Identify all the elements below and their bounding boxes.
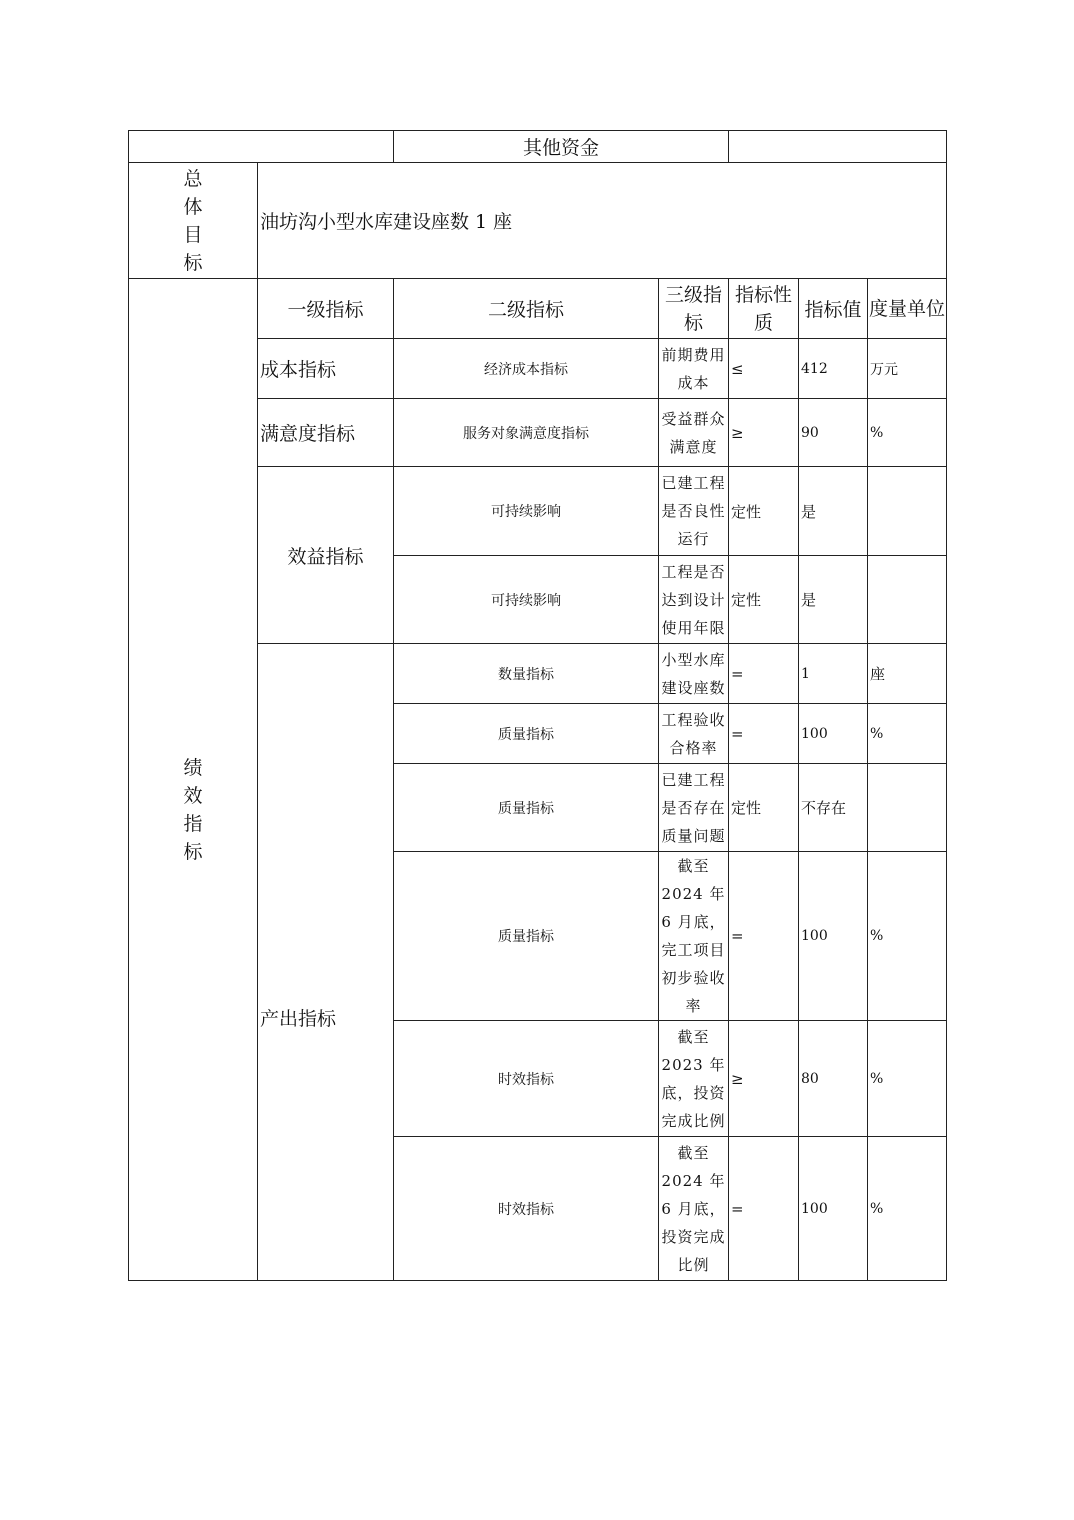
row-nature: ≤: [729, 339, 799, 399]
overall-goal-text: 油坊沟小型水库建设座数 1 座: [258, 163, 947, 279]
row-value: 不存在: [799, 764, 868, 852]
row-value: 是: [799, 556, 868, 644]
row-unit: 万元: [868, 339, 947, 399]
row-level2: 时效指标: [394, 1137, 659, 1281]
row-nature: 定性: [729, 764, 799, 852]
row-unit: %: [868, 1137, 947, 1281]
performance-table: [128, 130, 947, 1281]
row-value: 80: [799, 1021, 868, 1137]
col-header-value: 指标值: [799, 279, 868, 339]
row-value: 412: [799, 339, 868, 399]
row-level3: 小型水库建设座数: [659, 644, 729, 704]
row-value: 100: [799, 852, 868, 1021]
row-value: 90: [799, 399, 868, 467]
row-level3: 已建工程是否存在质量问题: [659, 764, 729, 852]
group-benefit: 效益指标: [258, 467, 394, 644]
row-nature: =: [729, 644, 799, 704]
row-unit: %: [868, 852, 947, 1021]
col-header-level1: 一级指标: [258, 279, 394, 339]
row-level2: 质量指标: [394, 852, 659, 1021]
row-nature: =: [729, 704, 799, 764]
row-nature: ≥: [729, 399, 799, 467]
row-level2: 时效指标: [394, 1021, 659, 1137]
row-level2: 质量指标: [394, 764, 659, 852]
row-level3: 已建工程是否良性运行: [659, 467, 729, 556]
funds-label: 其他资金: [394, 131, 729, 163]
row-unit: %: [868, 704, 947, 764]
row-level3: 工程验收合格率: [659, 704, 729, 764]
row-nature: =: [729, 852, 799, 1021]
row-level3: 截至 2024 年 6 月底，投资完成比例: [659, 1137, 729, 1281]
row-level2: 可持续影响: [394, 556, 659, 644]
row-level3: 截至 2024 年 6 月底，完工项目初步验收率: [659, 852, 729, 1021]
row-unit: %: [868, 1021, 947, 1137]
row-nature: =: [729, 1137, 799, 1281]
header-empty-cell: [729, 131, 947, 163]
row-value: 1: [799, 644, 868, 704]
row-nature: ≥: [729, 1021, 799, 1137]
row-level2: 经济成本指标: [394, 339, 659, 399]
row-level3: 前期费用成本: [659, 339, 729, 399]
header-empty-cell: [129, 131, 394, 163]
col-header-unit: 度量单位: [868, 279, 947, 339]
perf-indicator-label: 绩 效 指 标: [129, 279, 258, 1281]
row-level2: 服务对象满意度指标: [394, 399, 659, 467]
row-level3: 工程是否达到设计使用年限: [659, 556, 729, 644]
group-cost: 成本指标: [258, 339, 394, 399]
row-level2: 数量指标: [394, 644, 659, 704]
group-output: 产出指标: [258, 644, 394, 1281]
row-nature: 定性: [729, 467, 799, 556]
row-value: 是: [799, 467, 868, 556]
col-header-level2: 二级指标: [394, 279, 659, 339]
row-value: 100: [799, 704, 868, 764]
row-unit: [868, 556, 947, 644]
row-level3: 受益群众满意度: [659, 399, 729, 467]
col-header-nature: 指标性质: [729, 279, 799, 339]
overall-goal-label: 总 体 目 标: [129, 163, 258, 279]
row-nature: 定性: [729, 556, 799, 644]
group-satisfaction: 满意度指标: [258, 399, 394, 467]
row-unit: 座: [868, 644, 947, 704]
col-header-level3: 三级指标: [659, 279, 729, 339]
row-unit: [868, 467, 947, 556]
row-level2: 可持续影响: [394, 467, 659, 556]
row-level2: 质量指标: [394, 704, 659, 764]
row-unit: %: [868, 399, 947, 467]
row-unit: [868, 764, 947, 852]
row-value: 100: [799, 1137, 868, 1281]
row-level3: 截至 2023 年底，投资完成比例: [659, 1021, 729, 1137]
